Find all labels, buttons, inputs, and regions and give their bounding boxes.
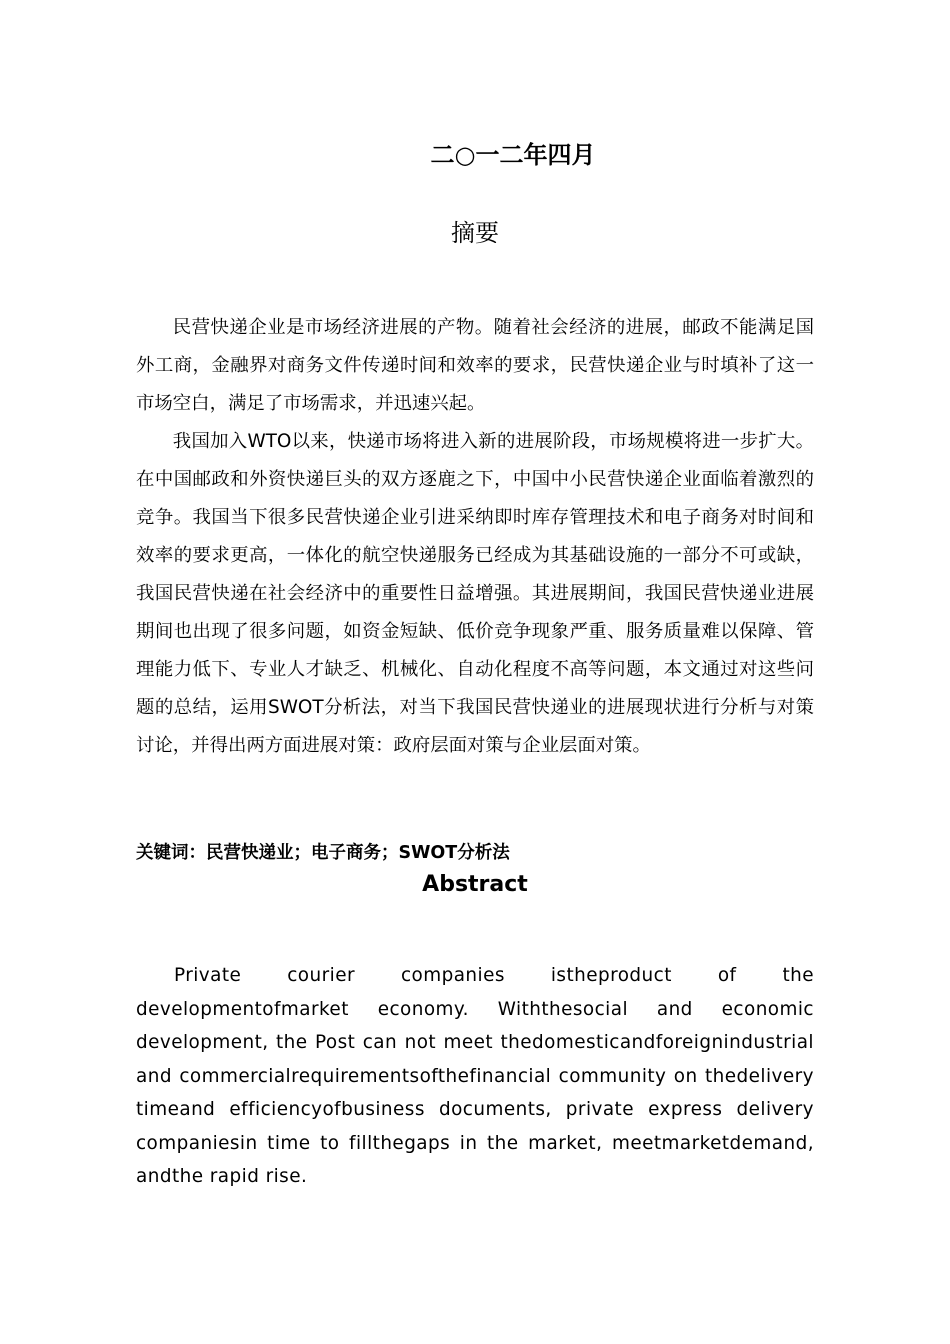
abstract-cn-body: [136, 309, 814, 765]
abstract-en-title: Abstract: [422, 872, 528, 897]
abstract-cn-title: 摘要: [451, 219, 499, 247]
abstract-cn-paragraph-2: 我国加入WTO以来，快递市场将进入新的进展阶段，市场规模将进一步扩大。在中国邮政和外资快递巨头的双方逐鹿之下，中国中小民营快递企业面临着激烈的竞争。我国当下很多民营快递企业引进采纳即时库存管理技术和电子商务对时间和效率的要求更高，一体化的航空快递服务已经成为其基础设施的一部分不可或缺，我国民营快递在社会经济中的重要性日益增强。其进展期间，我国民营快递业进展期间也出现了很多问题，如资金短缺、低价竞争现象严重、服务质量难以保障、管理能力低下、专业人才缺乏、机械化、自动化程度不高等问题，本文通过对这些问题的总结，运用SWOT分析法，对当下我国民营快递业的进展现状进行分析与对策讨论，并得出两方面进展对策：政府层面对策与企业层面对策。: [136, 431, 814, 756]
document-date: 二○一二年四月: [430, 141, 596, 169]
abstract-en-body: [136, 959, 814, 1194]
abstract-en-paragraph-1: Private courier companies istheproduct of the developmentofmarket economy. Withthesocial and economic development, the Post can not meet thedomesticandforeignindustrial and commercialrequirementsofthefinancial community on thedelivery timeand efficiencyofbusiness documents, private express delivery companiesin time to fillthegaps in the market, meetmarketdemand, andthe rapid rise.: [136, 965, 814, 1187]
abstract-cn-paragraph-1: 民营快递企业是市场经济进展的产物。随着社会经济的进展，邮政不能满足国外工商，金融界对商务文件传递时间和效率的要求，民营快递企业与时填补了这一市场空白，满足了市场需求，并迅速兴起。: [136, 317, 814, 414]
keywords-line: 关键词：民营快递业；电子商务；SWOT分析法: [136, 843, 510, 863]
